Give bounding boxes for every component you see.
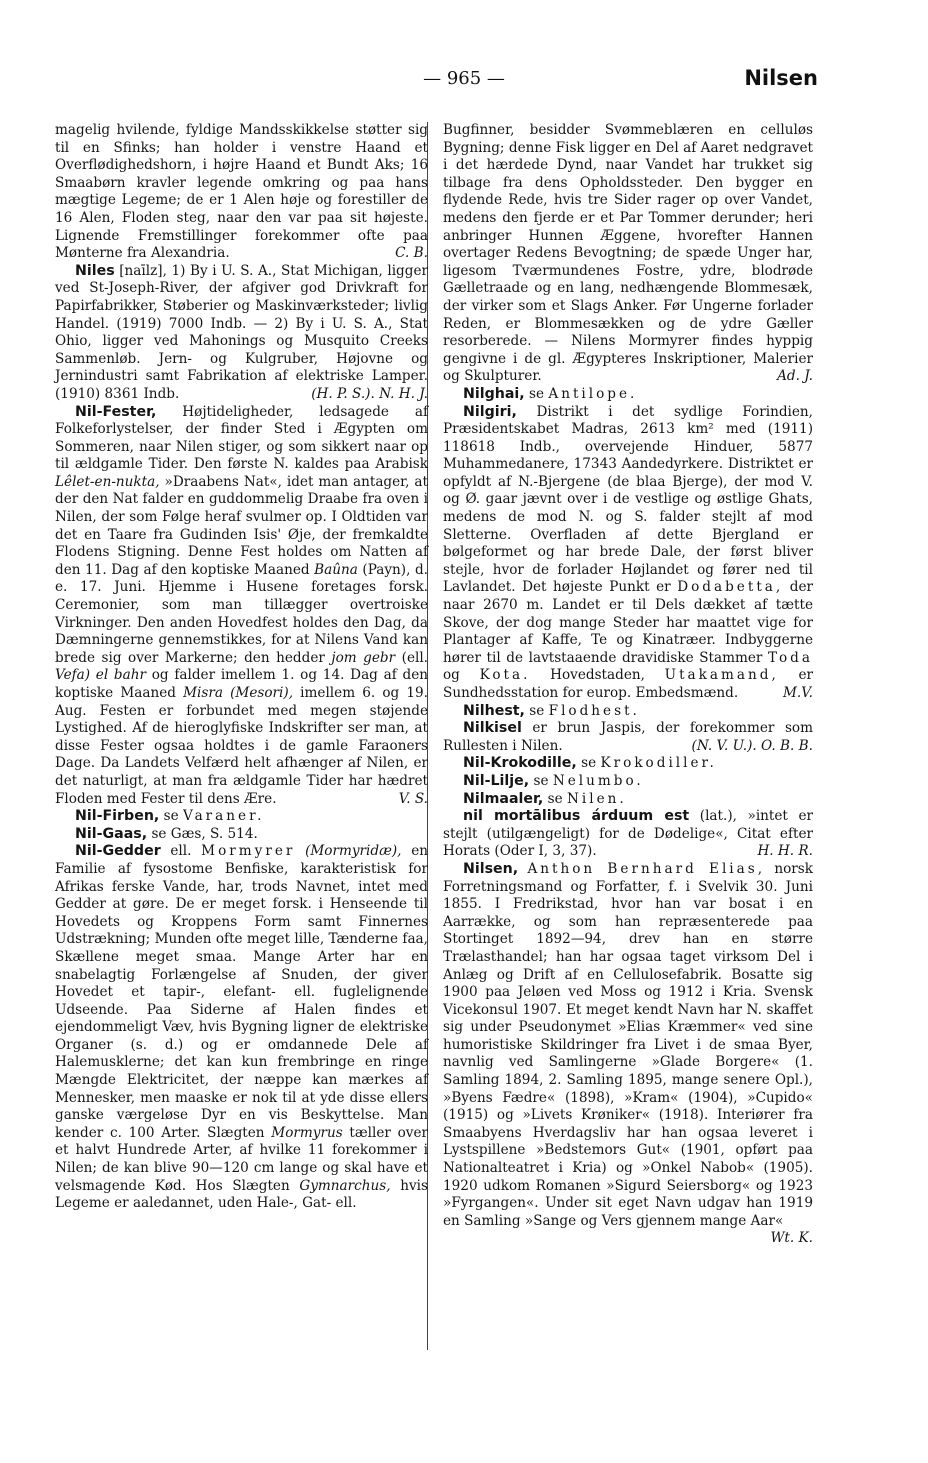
author-signature: (N. V. U.). O. B. B. bbox=[691, 737, 813, 754]
entry-text: Mormyrus bbox=[271, 1124, 343, 1141]
cross-reference: Nelumbo. bbox=[552, 772, 644, 789]
entry-text: norsk Forretningsmand og Forfatter, f. i Svelvik 30. Juni 1855. I Fredrikstad, hvor han var bosat i en Aarrække, og som han repræsenterede paa Stortinget 1892—94, drev han en større Trælasthandel; han har ogsaa taget virksom Del i Anlæg og Drift af en Cellulosefabrik. Bosatte sig 1900 paa Jeløen ved Moss og 1912 i Kria. Svensk Vicekonsul 1907. Et meget kendt Navn har N. skaffet sig under Pseudonymet »Elias Kræmmer« ved sine humoristiske Skildringer fra Livet i de smaa Byer, navnlig ved Samlingerne »Glade Borgere« (1. Samling 1894, 2. Samling 1895, mange senere Opl.), »Byens Fædre« (1898), »Kram« (1904), »Cupido« (1915) og »Livets Krøniker« (1918). Interiører fra Smaabyens Hverdagsliv har han ogsaa leveret i Lystspillene »Bedstemors Gut« (1901, opført paa Nationalteatret i Kria) og »Onkel Nabob« (1905). 1920 udkom Romanen »Sigurd Seiersborg« og 1923 »Fyrgangen«. Under sit eget Navn udgav han 1919 en Samling »Sange og Vers gjennem mange Aar« bbox=[443, 860, 813, 1229]
entry-nil-gaas bbox=[55, 826, 428, 844]
entry-text: (Mormyridæ), bbox=[305, 843, 402, 860]
entry-text: se bbox=[533, 772, 549, 789]
entry-text: er Sundhedsstation for europ. Embedsmænd. bbox=[443, 667, 813, 701]
entry-text: Gymnarchus, bbox=[299, 1177, 391, 1194]
entry-continuation bbox=[55, 122, 428, 263]
entry-nil-gedder bbox=[55, 843, 428, 1212]
entry-term: nil mortālibus árduum est bbox=[463, 808, 690, 825]
entry-term: Nil-Fester, bbox=[75, 403, 157, 420]
author-signature: Ad. J. bbox=[777, 368, 813, 385]
entry-text: Baûna bbox=[314, 561, 358, 578]
entry-term: Nil-Krokodille, bbox=[463, 755, 577, 772]
entry-nilhest bbox=[443, 703, 813, 721]
author-signature: Wt. K. bbox=[770, 1230, 813, 1247]
entry-term: Niles bbox=[75, 262, 115, 279]
cross-reference: Flodhest. bbox=[548, 702, 640, 719]
entry-text: se bbox=[581, 755, 597, 772]
entry-text: der naar 2670 m. Landet er til Dels dækket af tætte Skove, der dog mange Steder har maattet vige for Plantager af Kaffe, Te og Kinatræer. Indbyggerne hører til de lavtstaaende dravidiske Stammer bbox=[443, 579, 814, 666]
entry-text: magelig hvilende, fyldige Mandsskikkelse støtter sig til en Sfinks; han holder i venstre Haand et Overflødighedshorn, i højre Haand et Bundt Aks; 16 Smaabørn kravler legende omkring og paa hans mægtige Legeme; de er 1 Alen høje og forestiller de 16 Alen, Floden steg, naar den var paa sit højeste. Lignende Fremstillinger forekommer ofte paa Mønterne fra Alexandria. bbox=[55, 122, 428, 262]
entry-nilmaaler bbox=[443, 791, 813, 809]
entry-term: Nilsen, bbox=[463, 860, 519, 877]
author-signature: M.V. bbox=[782, 685, 813, 701]
entry-term: Nil-Firben, bbox=[75, 808, 160, 825]
entry-term: Nilhest, bbox=[463, 702, 525, 719]
entry-nil-mortalibus bbox=[443, 808, 813, 861]
author-signature: C. B. bbox=[395, 245, 428, 262]
page-number: — 965 — bbox=[423, 68, 505, 89]
entry-text: Kota. bbox=[479, 667, 531, 684]
author-signature: H. H. R. bbox=[757, 843, 813, 860]
entry-term: Nil-Gaas, bbox=[75, 825, 148, 842]
entry-text: og falder imellem 1. og 14. Dag af den koptiske Maaned bbox=[55, 667, 428, 701]
cross-reference: Antilope. bbox=[548, 385, 638, 402]
entry-nil-lilje bbox=[443, 773, 813, 791]
entry-text: Mormyrer bbox=[201, 843, 296, 860]
entry-term: Nil-Gedder bbox=[75, 843, 161, 860]
entry-text: Hovedstaden, bbox=[550, 667, 645, 684]
right-column bbox=[443, 122, 813, 1248]
entry-text: og bbox=[443, 667, 460, 684]
entry-text: Dodabetta, bbox=[677, 579, 784, 596]
author-signature: V. S. bbox=[398, 790, 428, 807]
entry-nil-firben bbox=[55, 808, 428, 826]
entry-nil-krokodille bbox=[443, 755, 813, 773]
entry-text: [naīlz], 1) By i U. S. A., Stat Michigan, ligger ved St-Joseph-River, der afgiver god Drivkraft for Papirfabrikker, Støberier og Maskinværksteder; livlig Handel. (1919) 7000 Indb. — 2) By i U. S. A., Stat Ohio, ligger ved Mahonings og Musquito Creeks Sammenløb. Jern- og Kulgruber, Højovne og Jernindustri samt Fabrikation af elektriske Lamper. (1910) 8361 Indb. bbox=[55, 262, 428, 402]
entry-text: Toda bbox=[767, 649, 813, 666]
entry-text: se bbox=[547, 790, 563, 807]
entry-text: ell. bbox=[170, 843, 192, 860]
entry-text: Misra (Mesori), bbox=[183, 685, 294, 701]
entry-text: se bbox=[163, 808, 179, 825]
entry-text: hvis Legeme er aaledannet, uden Hale-, Gat- ell. bbox=[55, 1177, 428, 1212]
entry-text: (Payn), d. e. 17. Juni. Hjemme i Husene foretages forsk. Ceremonier, som man tillægger overtroiske Virkninger. Den anden Hovedfest holdes den Dag, da Dæmningerne gennemstikkes, for at Nilens Vand kan brede sig over Markerne; den hedder bbox=[55, 561, 428, 666]
cross-reference: Varaner. bbox=[183, 808, 265, 825]
running-headword: Nilsen bbox=[744, 66, 818, 90]
entry-term: Nil-Lilje, bbox=[463, 772, 530, 789]
entry-niles bbox=[55, 263, 428, 404]
entry-nilghai bbox=[443, 386, 813, 404]
left-column bbox=[55, 122, 428, 1213]
entry-text: »Draabens Nat«, idet man antager, at der den Nat falder en guddommelig Draabe fra oven i Nilen, der som Følge heraf svulmer op. I Oldtiden var det en Taare fra Gudinden Isis' Øje, der fremkaldte Flodens Stigning. Denne Fest holdes om Natten af den 11. Dag af den koptiske Maaned bbox=[55, 473, 428, 578]
cross-reference: Nilen. bbox=[567, 790, 627, 807]
entry-text: Lêlet-en-nukta, bbox=[55, 473, 160, 490]
entry-text: Utakamand, bbox=[664, 667, 779, 684]
entry-term: Nilmaaler, bbox=[463, 790, 544, 807]
entry-term: Nilgiri, bbox=[463, 403, 517, 420]
entry-text: (ell. bbox=[401, 649, 429, 666]
entry-text: Højtideligheder, ledsagede af Folkeforlystelser, der finder Sted i Ægypten om Sommeren, naar Nilen stiger, og som sikkert naar op til ældgamle Tider. Den første N. kaldes paa Arabisk bbox=[55, 403, 428, 473]
entry-text: jom gebr bbox=[331, 649, 396, 666]
entry-nilgiri bbox=[443, 404, 813, 703]
entry-text: Anthon Bernhard Elias, bbox=[527, 860, 766, 877]
entry-continuation bbox=[443, 122, 813, 386]
entry-text: er brun Jaspis, der forekommer som Rullesten i Nilen. bbox=[443, 720, 813, 754]
entry-term: Nilkisel bbox=[463, 720, 522, 737]
entry-text: Distrikt i det sydlige Forindien, Præsidentskabet Madras, 2613 km² med (1911) 118618 Indb., overvejende Hinduer, 5877 Muhammedanere, 17343 Aandedyrkere. Distriktet er opfyldt af N.-Bjergene (de blaa Bjerge), der mod V. og Ø. gaar jævnt over i de vestlige og østlige Ghats, medens de mod N. og S. falder stejlt af mod Sletterne. Overfladen af dette Bjergland er bølgeformet og har brede Dale, der først bliver stejle, hvor de forlader Højlandet og fører ned til Lavlandet. Det højeste Punkt er bbox=[443, 403, 813, 596]
entry-text: se bbox=[529, 702, 545, 719]
entry-term: Nilghai, bbox=[463, 385, 525, 402]
entry-text: se bbox=[529, 385, 545, 402]
entry-nilkisel bbox=[443, 720, 813, 755]
entry-nil-fester bbox=[55, 404, 428, 809]
entry-text: Vefa) el bahr bbox=[55, 667, 146, 684]
entry-text: Bugfinner, besidder Svømmeblæren en celluløs Bygning; denne Fisk ligger en Del af Aaret nedgravet i det hærdede Dynd, naar Vandet har trukket sig tilbage fra dens Opholdssteder. Den bygger en flydende Rede, hvis tre Sider rager op over Vandet, medens den fjerde er et Par Tommer derunder; heri anbringer Hunnen Æggene, hvorefter Hannen overtager Redens Bevogtning; de spæde Unger har, ligesom Tværmundenes Fostre, ydre, blodrøde Gælletraade og en lang, nedhængende Blommesæk, der virker som et Slags Anker. Før Ungerne forlader Reden, er Blommesækken og de ydre Gæller resorberede. — Nilens Mormyrer findes hyppig gengivne i de gl. Ægypteres Inskriptioner, Malerier og Skulpturer. bbox=[443, 122, 813, 385]
entry-text: en Familie af fysostome Benfiske, karakteristisk for Afrikas ferske Vande, har, trods Navnet, intet med Gedder at gøre. De er meget forsk. i Henseende til Hovedets og Kroppens Form samt Finnernes Udstrækning; Munden ofte meget lille, Tænderne faa, Skællene meget smaa. Mange Arter har en snabelagtig Forlængelse af Snuden, der giver Hovedet et tapir-, elefant- ell. fuglelignende Udseende. Paa Siderne af Halen findes et ejendommeligt Væv, hvis Bygning ligner de elektriske Organer (s. d.) og er omdannede Dele af Halemusklerne; det kan kun frembringe en ringe Mængde Elektricitet, der næppe kan mærkes af Mennesker, men maaske er nok til at yde disse ellers ganske værgeløse Dyr en vis Beskyttelse. Man kender c. 100 Arter. Slægten bbox=[55, 843, 429, 1141]
entry-text: se Gæs, S. 514. bbox=[151, 825, 258, 842]
entry-text: (lat.), »intet er stejlt (utilgængeligt) for de Dødelige«, Citat efter Horats (Oder I, 3, 37). bbox=[443, 808, 813, 860]
cross-reference: Krokodiller. bbox=[600, 755, 717, 772]
author-signature: (H. P. S.). N. H. J. bbox=[311, 385, 428, 402]
entry-nilsen bbox=[443, 860, 813, 1247]
page-header bbox=[0, 68, 928, 98]
entry-text: imellem 6. og 19. Aug. Festen er forbundet med megen støjende Lystighed. Af de hieroglyfiske Indskrifter ser man, at disse Fester ogsaa holdtes i de gamle Faraoners Dage. Da Landets Velfærd helt afhænger af Nilen, er det naturligt, at man fra ældgamle Tider har hædret Floden med Fester til dens Ære. bbox=[55, 685, 428, 807]
entry-text: tæller over et halvt Hundrede Arter, af hvilke 11 forekommer i Nilen; de kan blive 90—120 cm lange og skal have et velsmagende Kød. Hos Slægten bbox=[55, 1124, 429, 1194]
